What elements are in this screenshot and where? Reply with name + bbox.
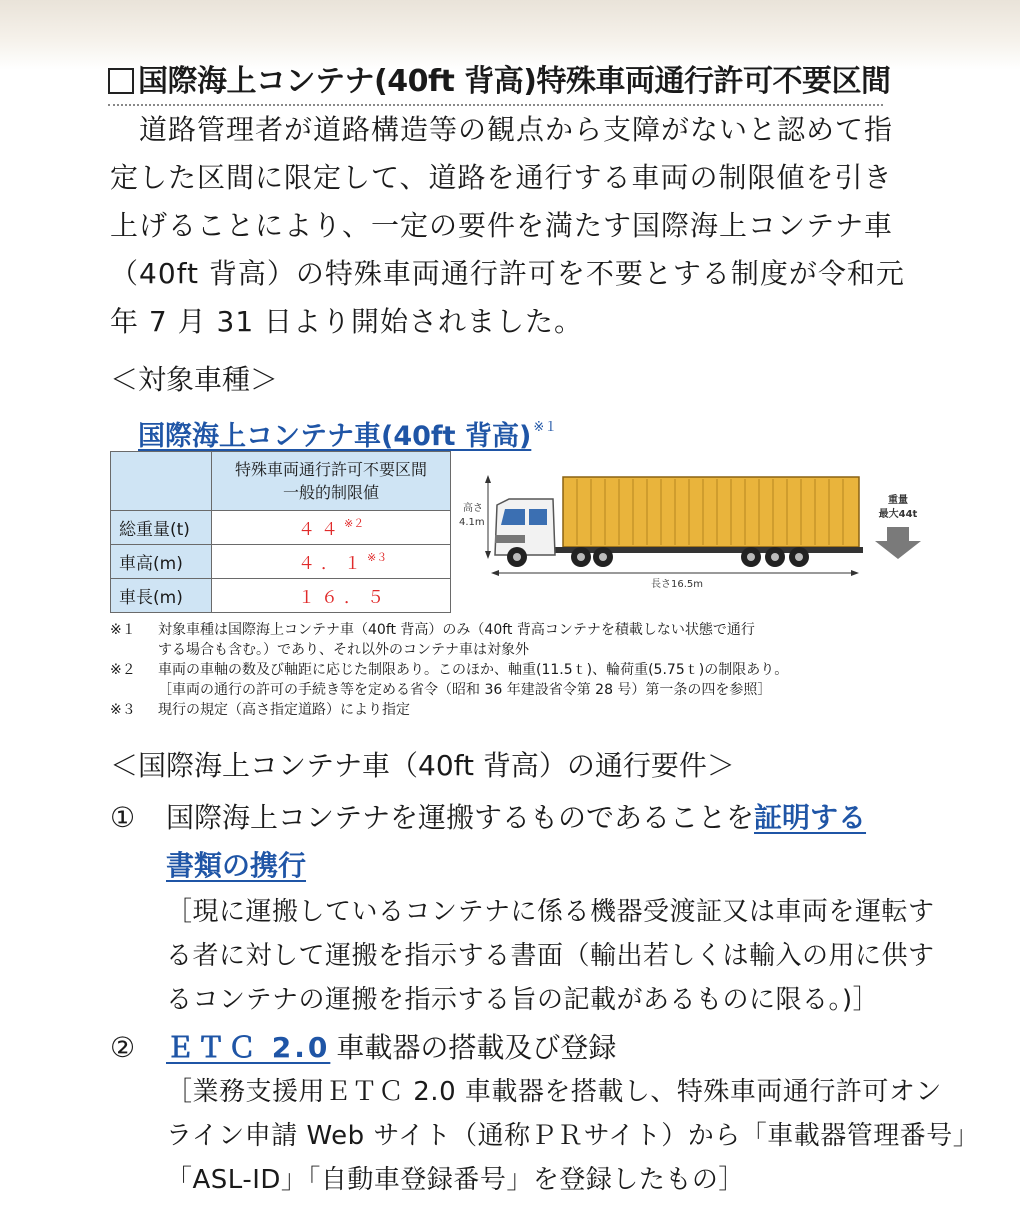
row-label: 車高(m) [111,545,212,579]
intro-line: 定した区間に限定して、道路を通行する車両の制限値を引き [110,161,893,194]
limits-table [110,451,451,613]
intro-line: 道路管理者が道路構造等の観点から支障がないと認めて指 [110,113,894,146]
table-header-row [111,452,451,511]
requirement-1-line [166,844,306,888]
requirement-number: ② [110,1031,136,1064]
requirement-detail-line: ［現に運搬しているコンテナに係る機器受渡証又は車両を運転す [166,897,935,927]
weight-label: 重量 [888,495,908,506]
height-value: 4.1m [459,517,485,528]
intro-line: （40ft 背高）の特殊車両通行許可を不要とする制度が令和元 [110,257,905,290]
section-heading-vehicle-type: ＜対象車種＞ [110,363,279,396]
table-header-cell [212,452,451,511]
arrow-down-weight-icon [875,527,921,559]
table-header-empty [111,452,212,511]
table-row [111,545,451,579]
note-mark: ※３ [110,702,136,718]
requirement-detail-line: るコンテナの運搬を指示する旨の記載があるものに限る。)］ [166,985,880,1015]
row-value: ４．１ [298,554,367,574]
row-note-mark: ※３ [367,551,388,564]
length-label: 長さ16.5m [651,579,704,590]
note-1 [110,620,890,660]
row-value-cell [212,545,451,579]
intro-line: 年 7 月 31 日より開始されました。 [110,305,584,338]
note-2 [110,660,890,700]
row-value: １６．５ [298,588,390,608]
truck-illustration [455,465,945,595]
note-line: する場合も含む。）であり、それ以外のコンテナ車は対象外 [158,642,529,658]
table-row [111,511,451,545]
requirement-number: ① [110,801,136,834]
note-3 [110,700,890,720]
weight-value: 最大44t [878,509,918,520]
vehicle-title-text: 国際海上コンテナ車(40ft 背高) [138,421,532,452]
row-value: ４４ [298,520,344,540]
row-value-cell [212,579,451,613]
arrow-right-icon [851,570,859,576]
page-title-text: 国際海上コンテナ(40ft 背高)特殊車両通行許可不要区間 [138,64,891,99]
note-line: 対象車種は国際海上コンテナ車（40ft 背高）のみ（40ft 背高コンテナを積載しない状態で通行 [158,622,755,638]
vehicle-title [138,408,557,457]
section-heading-requirements: ＜国際海上コンテナ車（40ft 背高）の通行要件＞ [110,749,735,782]
cab-window [501,509,525,525]
requirement-detail-line: ［業務支援用ＥＴＣ 2.0 車載器を搭載し、特殊車両通行許可オン [166,1077,942,1107]
table-header-line: 特殊車両通行許可不要区間 [234,460,427,479]
note-mark: ※１ [110,622,136,638]
checkbox-square-icon [108,68,134,94]
arrow-up-icon [485,475,491,483]
row-label: 総重量(t) [111,511,212,545]
row-note-mark: ※２ [344,517,365,530]
arrow-left-icon [491,570,499,576]
requirement-detail-line: 「ASL-ID」「自動車登録番号」を登録したもの］ [166,1165,745,1195]
table-row [111,579,451,613]
arrow-down-icon [485,551,491,559]
note-line: 車両の車軸の数及び軸距に応じた制限あり。このほか、軸重(11.5ｔ)、輪荷重(5.75ｔ)の制限あり。 [158,662,789,678]
page-title [108,60,891,106]
requirement-detail-line: る者に対して運搬を指示する書面（輸出若しくは輸入の用に供す [166,941,935,971]
table-header-line: 一般的制限値 [282,483,379,502]
cab-side-window [529,509,547,525]
requirement-emphasis: ＥＴＣ 2.0 [166,1031,331,1064]
cab-bumper [495,535,525,543]
vehicle-note-mark: ※１ [533,420,558,435]
requirement-text: 国際海上コンテナを運搬するものであることを [166,801,755,834]
requirement-emphasis: 書類の携行 [166,849,307,882]
note-line: ［車両の通行の許可の手続き等を定める省令（昭和 36 年建設省令第 28 号）第一条の四を参照］ [158,682,772,698]
note-line: 現行の規定（高さ指定道路）により指定 [158,702,410,718]
requirement-2-line [166,1026,616,1070]
requirement-1-line [166,796,866,840]
note-mark: ※２ [110,662,136,678]
row-value-cell [212,511,451,545]
row-label: 車長(m) [111,579,212,613]
truck-cab [495,499,555,555]
requirement-detail-line: ライン申請 Web サイト（通称ＰＲサイト）から「車載器管理番号」 [166,1121,980,1151]
requirement-text: 車載器の搭載及び登録 [336,1031,617,1064]
intro-line: 上げることにより、一定の要件を満たす国際海上コンテナ車 [110,209,894,242]
height-label: 高さ [463,503,483,514]
requirement-emphasis: 証明する [754,801,867,834]
